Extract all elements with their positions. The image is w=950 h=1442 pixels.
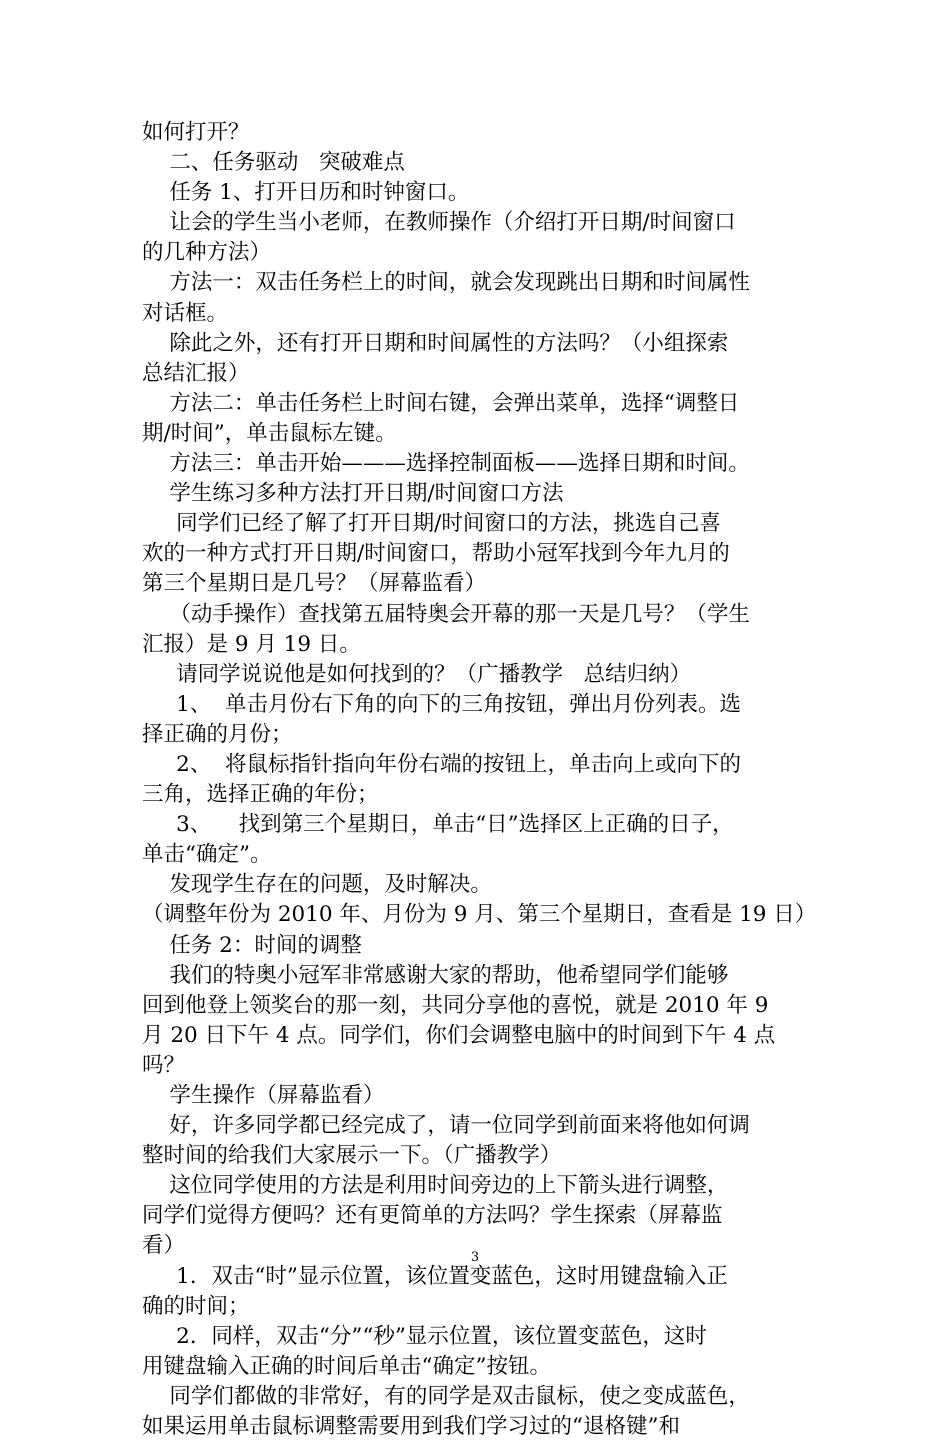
text-line: 好，许多同学都已经完成了，请一位同学到前面来将他如何调 bbox=[142, 1113, 750, 1139]
text-line: 对话框。 bbox=[142, 300, 229, 326]
text-line: 吗？ bbox=[142, 1052, 186, 1078]
text-line: 单击“确定”。 bbox=[142, 842, 272, 868]
text-line: 同学们已经了解了打开日期/时间窗口的方法，挑选自己喜 bbox=[142, 511, 721, 537]
text-line: 请同学说说他是如何找到的？（广播教学 总结归纳） bbox=[142, 661, 692, 687]
text-line: 方法二：单击任务栏上时间右键，会弹出菜单，选择“调整日 bbox=[142, 390, 740, 416]
text-line: 3、 找到第三个星期日，单击“日”选择区上正确的日子， bbox=[142, 812, 734, 838]
text-line: 2．同样，双击“分”“秒”显示位置，该位置变蓝色，这时 bbox=[142, 1323, 707, 1349]
text-line: 确的时间； bbox=[142, 1293, 250, 1319]
text-line: 学生操作（屏幕监看） bbox=[142, 1083, 385, 1108]
text-line: 我们的特奥小冠军非常感谢大家的帮助，他希望同学们能够 bbox=[142, 962, 729, 988]
page-number: 3 bbox=[470, 1250, 480, 1265]
text-line: 让会的学生当小老师，在教师操作（介绍打开日期/时间窗口 bbox=[142, 210, 736, 236]
text-line: 1、 单击月份右下角的向下的三角按钮，弹出月份列表。选 bbox=[142, 691, 742, 717]
text-line: 总结汇报） bbox=[142, 360, 250, 386]
document-body bbox=[142, 118, 817, 1442]
text-line: 发现学生存在的问题，及时解决。 bbox=[142, 872, 492, 898]
text-line: 三角，选择正确的年份； bbox=[142, 782, 379, 808]
text-line: 2、 将鼠标指针指向年份右端的按钮上，单击向上或向下的 bbox=[142, 751, 742, 777]
text-line: 汇报）是 9 月 19 日。 bbox=[142, 631, 361, 657]
text-line: （动手操作）查找第五届特奥会开幕的那一天是几号？（学生 bbox=[142, 601, 750, 627]
text-line: 任务 1、打开日历和时钟窗口。 bbox=[142, 180, 470, 206]
text-line: 如果运用单击鼠标调整需要用到我们学习过的“退格键”和 bbox=[142, 1414, 680, 1440]
text-line: 回到他登上领奖台的那一刻，共同分享他的喜悦，就是 2010 年 9 bbox=[142, 992, 769, 1018]
text-line: 择正确的月份； bbox=[142, 721, 293, 747]
text-line: 任务 2：时间的调整 bbox=[142, 932, 362, 958]
text-line: 整时间的给我们大家展示一下。（广播教学） bbox=[142, 1143, 562, 1169]
text-line: 的几种方法） bbox=[142, 240, 272, 266]
text-line: 欢的一种方式打开日期/时间窗口，帮助小冠军找到今年九月的 bbox=[142, 541, 730, 567]
text-line: 第三个星期日是几号？（屏幕监看） bbox=[142, 571, 487, 597]
text-line: 1．双击“时”显示位置，该位置变蓝色，这时用键盘输入正 bbox=[142, 1263, 728, 1289]
text-line: 方法一：双击任务栏上的时间，就会发现跳出日期和时间属性 bbox=[142, 270, 750, 296]
text-line: 学生练习多种方法打开日期/时间窗口方法 bbox=[142, 481, 564, 507]
text-line: 如何打开？ bbox=[142, 120, 250, 145]
text-line: （调整年份为 2010 年、月份为 9 月、第三个星期日，查看是 19 日） bbox=[142, 902, 817, 928]
text-line: 除此之外，还有打开日期和时间属性的方法吗？（小组探索 bbox=[142, 330, 729, 356]
text-line: 用键盘输入正确的时间后单击“确定”按钮。 bbox=[142, 1353, 551, 1379]
text-line: 看） bbox=[142, 1233, 186, 1259]
text-line: 月 20 日下午 4 点。同学们，你们会调整电脑中的时间到下午 4 点 bbox=[142, 1022, 776, 1048]
text-line: 这位同学使用的方法是利用时间旁边的上下箭头进行调整， bbox=[142, 1173, 729, 1199]
text-line: 同学们觉得方便吗？还有更简单的方法吗？学生探索（屏幕监 bbox=[142, 1203, 723, 1229]
text-line: 同学们都做的非常好，有的同学是双击鼠标，使之变成蓝色， bbox=[142, 1383, 750, 1409]
text-line: 期/时间”，单击鼠标左键。 bbox=[142, 420, 397, 446]
text-line: 方法三：单击开始———选择控制面板——选择日期和时间。 bbox=[142, 451, 750, 477]
text-line: 二、任务驱动 突破难点 bbox=[142, 150, 405, 176]
